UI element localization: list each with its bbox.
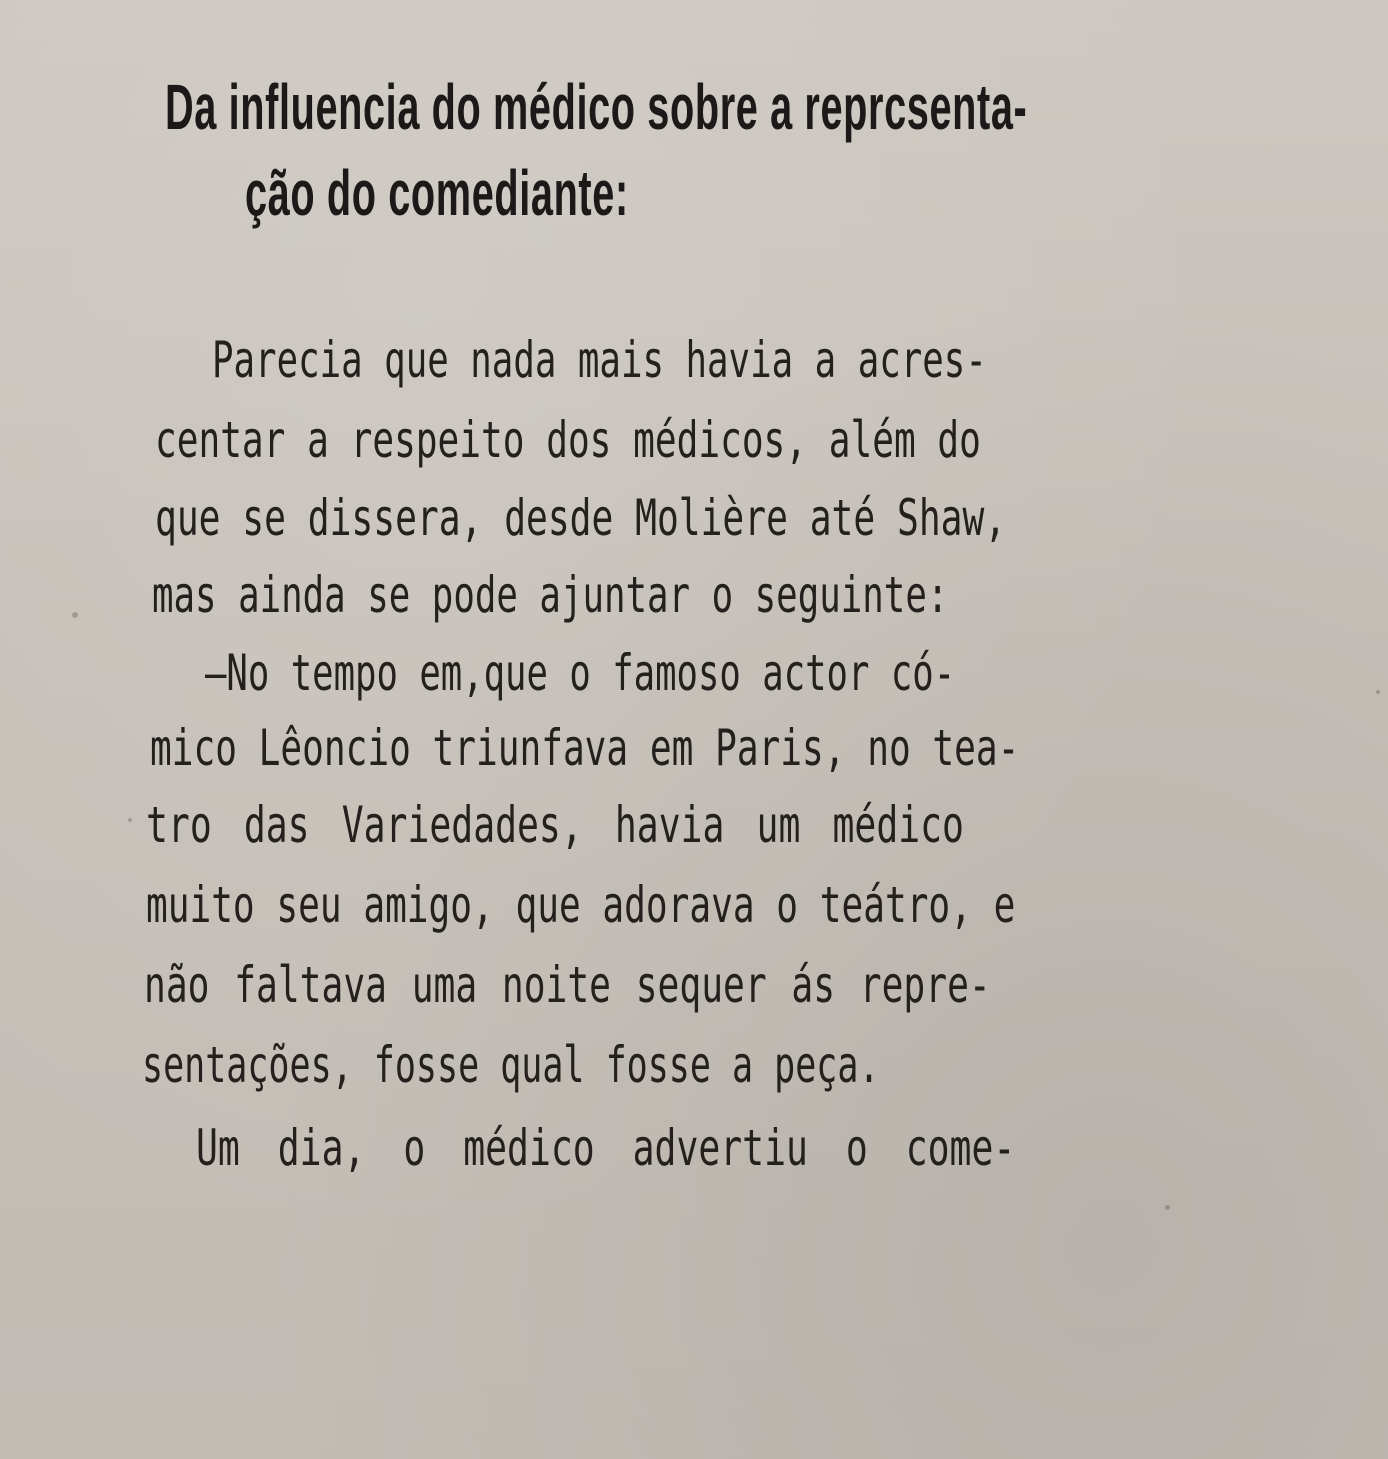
heading-line-2: ção do comediante: bbox=[245, 157, 629, 229]
paper-speck bbox=[72, 612, 78, 618]
text-line: Um dia, o médico advertiu o come- bbox=[196, 1119, 1016, 1177]
text-line: mas ainda se pode ajuntar o seguinte: bbox=[152, 566, 949, 624]
text-line: tro das Variedades, havia um médico bbox=[146, 796, 964, 854]
text-line: sentações, fosse qual fosse a peça. bbox=[142, 1036, 880, 1094]
paper-speck bbox=[1165, 1205, 1170, 1210]
text-line: mico Lêoncio triunfava em Paris, no tea- bbox=[150, 719, 1020, 777]
text-line: centar a respeito dos médicos, além do bbox=[155, 411, 981, 469]
paper-speck bbox=[128, 818, 132, 822]
text-line: que se dissera, desde Molière até Shaw, bbox=[155, 489, 1007, 547]
text-line: muito seu amigo, que adorava o teátro, e bbox=[146, 876, 1016, 934]
text-line: Parecia que nada mais havia a acres- bbox=[212, 331, 987, 389]
paper-speck bbox=[1376, 690, 1380, 694]
heading-line-1: Da influencia do médico sobre a reprcsenta- bbox=[165, 71, 1028, 143]
text-line: não faltava uma noite sequer ás repre- bbox=[144, 956, 991, 1014]
text-line: —No tempo em,que o famoso actor có- bbox=[205, 644, 956, 702]
